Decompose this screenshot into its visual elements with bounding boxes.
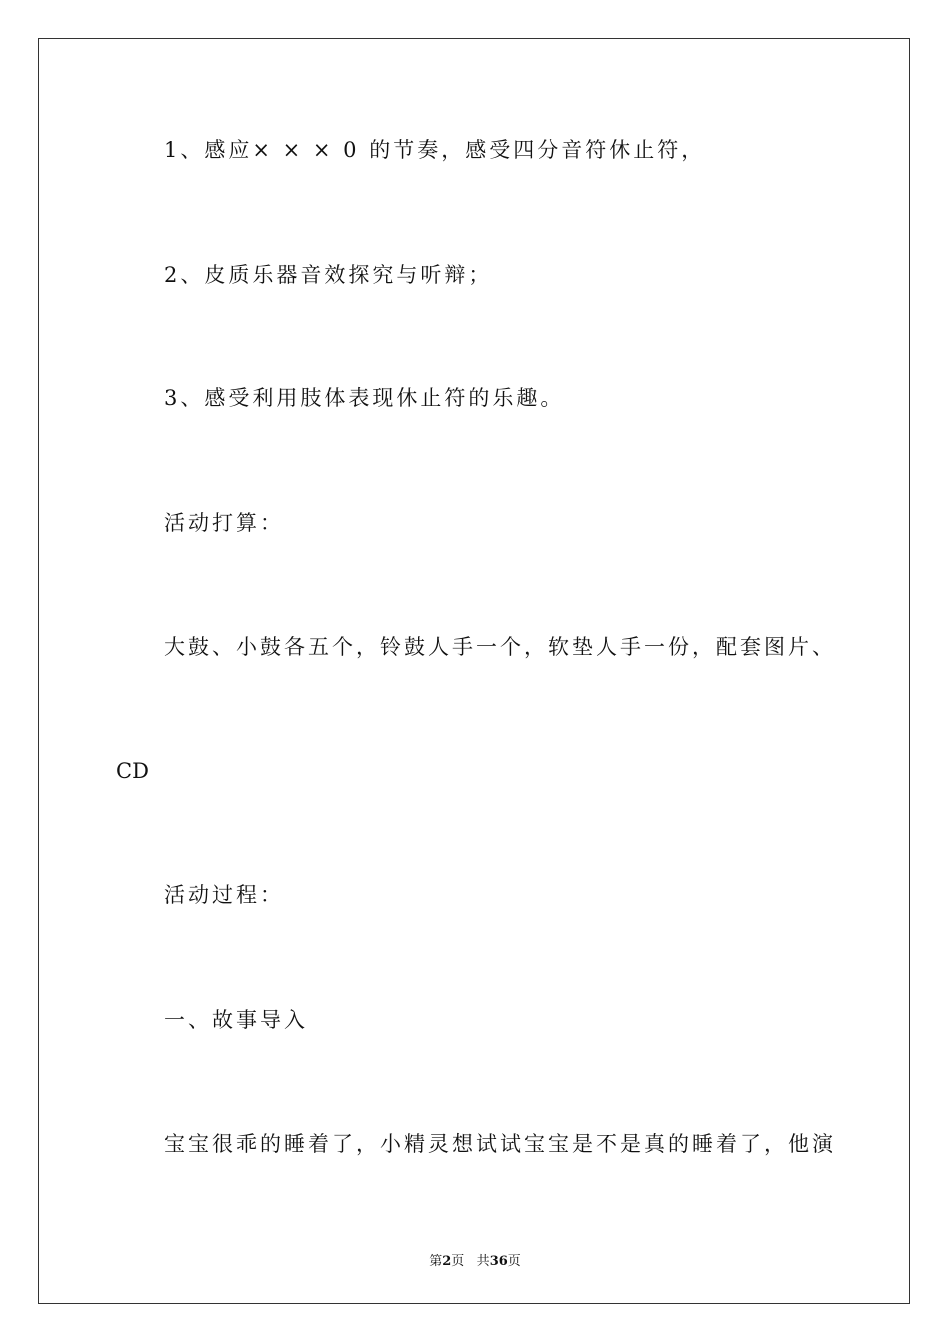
materials-continuation: CD <box>116 759 149 783</box>
footer-page-number: 2 <box>442 1254 452 1269</box>
footer-total-suffix: 页 <box>507 1254 521 1269</box>
footer-total-prefix: 共 <box>476 1254 490 1269</box>
page-border <box>38 38 910 1304</box>
page-footer <box>0 1250 950 1269</box>
objective-1: 1、感应× × × 0 的节奏，感受四分音符休止符， <box>164 138 706 162</box>
footer-page-suffix: 页 <box>451 1254 465 1269</box>
subsection-story-intro: 一、故事导入 <box>164 1008 308 1032</box>
story-paragraph: 宝宝很乖的睡着了，小精灵想试试宝宝是不是真的睡着了，他演 <box>164 1132 836 1156</box>
section-heading-process: 活动过程： <box>164 883 284 907</box>
objective-3: 3、感受利用肢体表现休止符的乐趣。 <box>164 386 565 410</box>
materials-paragraph: 大鼓、小鼓各五个，铃鼓人手一个，软垫人手一份，配套图片、 <box>164 635 836 659</box>
objective-2: 2、皮质乐器音效探究与听辩； <box>164 263 493 287</box>
section-heading-preparation: 活动打算： <box>164 511 284 535</box>
footer-page-prefix: 第 <box>429 1254 443 1269</box>
footer-total-pages: 36 <box>489 1254 508 1269</box>
